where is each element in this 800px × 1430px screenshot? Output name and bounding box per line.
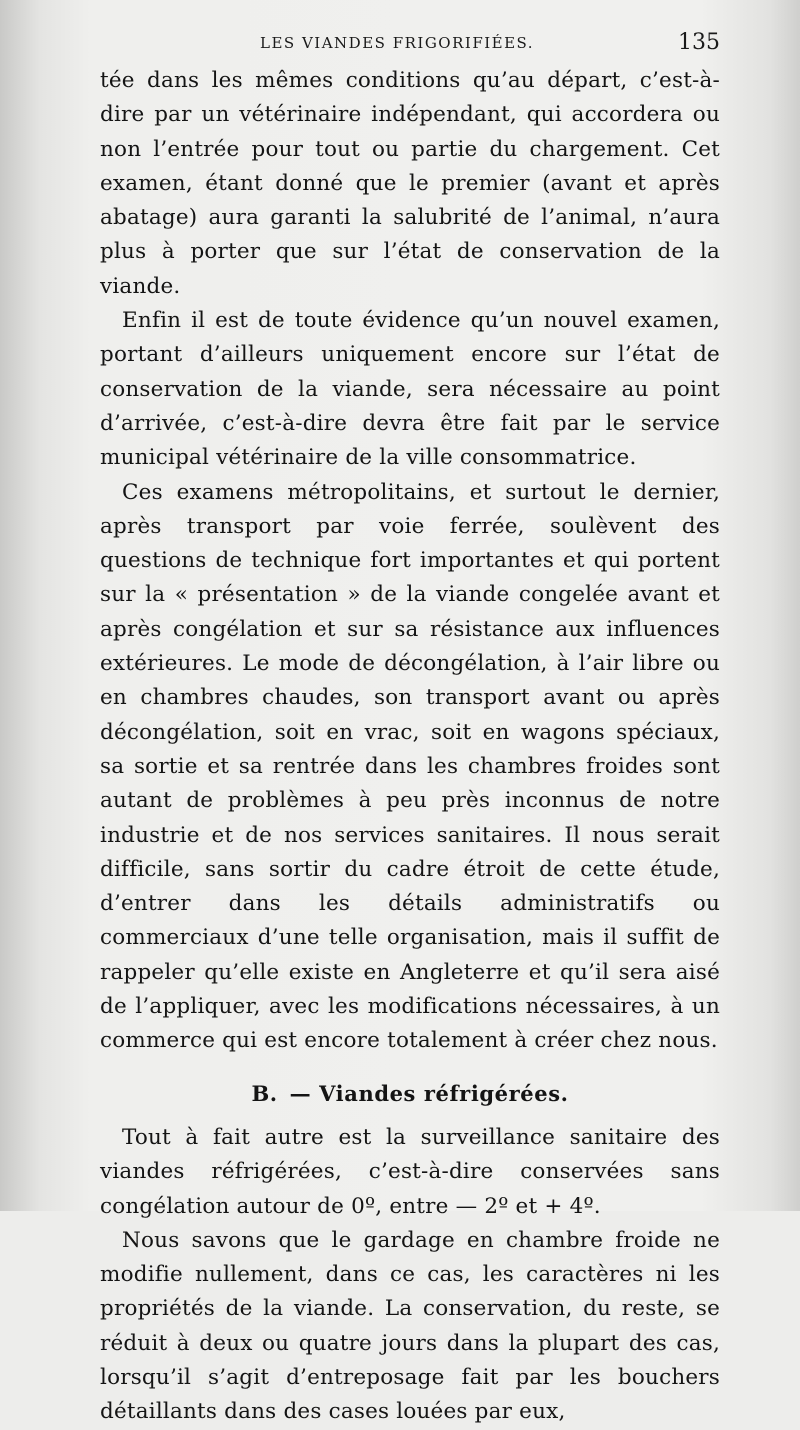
page-body: [100, 64, 720, 1430]
section-title: — Viandes réfrigérées.: [289, 1080, 569, 1106]
paragraph-continuation: tée dans les mêmes conditions qu’au départ, c’est-à-dire par un vétérinaire indépendant, qui accordera ou non l’entrée pour tout ou partie du chargement. Cet examen, étant donné que le premier (avant et après abatage) aura garanti la salubrité de l’animal, n’aura plus à porter que sur l’état de conservation de la viande.: [100, 68, 720, 299]
paragraph-examens: Ces examens métropolitains, et surtout le dernier, après transport par voie ferrée, soulèvent des questions de technique fort importantes et qui portent sur la « présentation » de la viande congelée avant et après congélation et sur sa résistance aux influences extérieures. Le mode de décongélation, à l’air libre ou en chambres chaudes, son transport avant ou après décongélation, soit en vrac, soit en wagons spéciaux, sa sortie et sa rentrée dans les chambres froides sont autant de problèmes à peu près inconnus de notre industrie et de nos services sanitaires. Il nous serait difficile, sans sortir du cadre étroit de cette étude, d’entrer dans les détails administratifs ou commerciaux d’une telle organisation, mais il suffit de rappeler qu’elle existe en Angleterre et qu’il sera aisé de l’appliquer, avec les modifications nécessaires, à un commerce qui est encore totalement à créer chez nous.: [100, 479, 720, 1054]
section-label: B.: [251, 1080, 278, 1106]
section-heading: [100, 1077, 720, 1111]
paragraph-refrigerees: Tout à fait autre est la surveillance sanitaire des viandes réfrigérées, c’est-à-dire conservées sans congélation autour de 0º, entre — 2º et + 4º.: [100, 1124, 720, 1219]
page-number: 135: [678, 30, 720, 55]
page-header: [100, 30, 720, 56]
running-title: LES VIANDES FRIGORIFIÉES.: [260, 34, 535, 52]
paragraph-gardage: Nous savons que le gardage en chambre froide ne modifie nullement, dans ce cas, les caractères ni les propriétés de la viande. La conservation, du reste, se réduit à deux ou quatre jours dans la plupart des cas, lorsqu’il s’agit d’entreposage fait par les bouchers détaillants dans des cases louées par eux,: [100, 1227, 720, 1425]
paragraph-enfin: Enfin il est de toute évidence qu’un nouvel examen, portant d’ailleurs uniquement encore sur l’état de conservation de la viande, sera nécessaire au point d’arrivée, c’est-à-dire devra être fait par le service municipal vétérinaire de la ville consommatrice.: [100, 308, 720, 471]
